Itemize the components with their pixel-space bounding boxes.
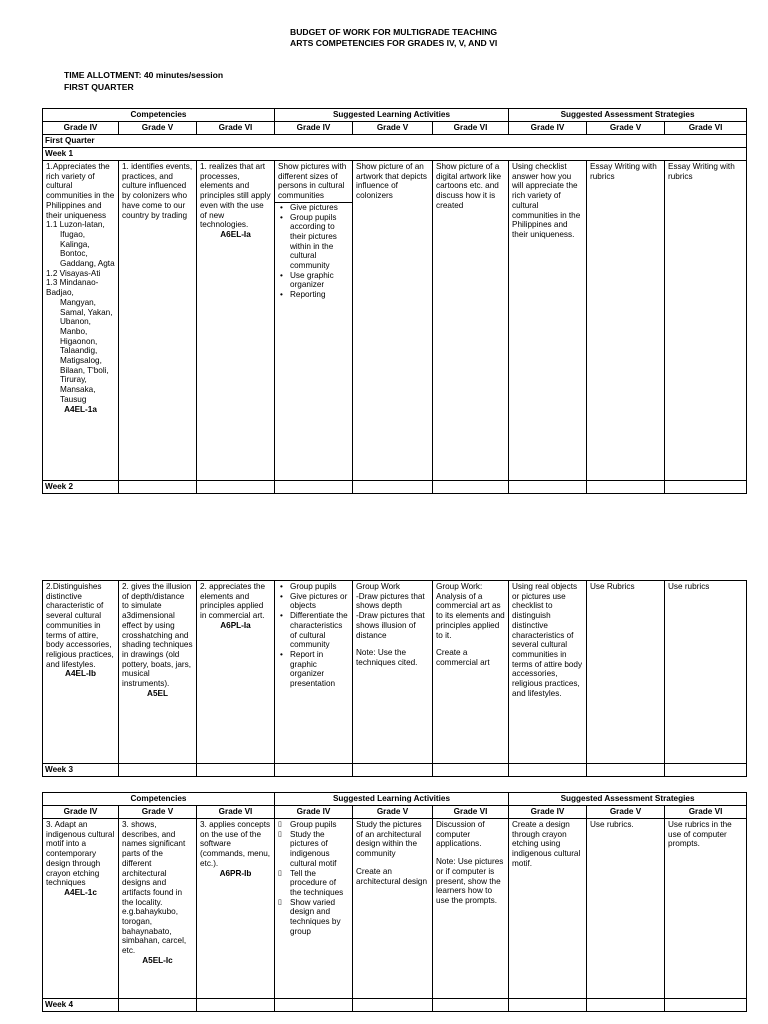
- grade-header: Grade IV: [275, 806, 353, 819]
- header-competencies: Competencies: [43, 793, 275, 806]
- week2-assessment-g4: Using real objects or pictures use checklist to distinguish distinctive characteristics of several cultural communities in terms of attire body accessories, religious practices, and lifestyles.: [509, 581, 587, 764]
- competency-code: A6PL-Ia: [220, 620, 251, 630]
- week1-competency-g5: 1. identifies events, practices, and culture influenced by colonizers who have come to our country by trading: [119, 161, 197, 481]
- competency-code: A5EL-Ic: [142, 955, 173, 965]
- competency-code: A6EL-Ia: [220, 229, 251, 239]
- competency-code: A4EL-1a: [64, 404, 97, 414]
- grade-header: Grade IV: [43, 806, 119, 819]
- week3-activity-g5: Study the pictures of an architectural design within the community Create an architectural design: [353, 819, 433, 999]
- week2-activity-g5: Group Work -Draw pictures that shows depth -Draw pictures that shows illusion of distance Note: Use the techniques cited.: [353, 581, 433, 764]
- week3-competency-g4: 3. Adapt an indigenous cultural motif into a contemporary design through crayon etching techniques A4EL-1c: [43, 819, 119, 999]
- grade-header: Grade VI: [197, 122, 275, 135]
- grade-header: Grade V: [587, 806, 665, 819]
- list-item: • Give pictures: [278, 203, 349, 213]
- grade-header: Grade V: [587, 122, 665, 135]
- week2-competency-g4: 2.Distinguishes distinctive characteristic of several cultural communities in terms of attire, body accessories, religious practices, and lifestyles. A4EL-Ib: [43, 581, 119, 764]
- week2-assessment-g5: Use Rubrics: [587, 581, 665, 764]
- week2-activity-g6: Group Work: Analysis of a commercial art as to its elements and principles applied to it. Create a commercial art: [433, 581, 509, 764]
- budget-table-week3: [42, 792, 747, 1012]
- competency-code: A5EL: [147, 688, 168, 698]
- grade-header: Grade VI: [433, 122, 509, 135]
- list-item: • Group pupils according to their pictures within in the cultural community: [278, 213, 349, 271]
- header-assessment: Suggested Assessment Strategies: [509, 793, 747, 806]
- grade-header: Grade VI: [665, 122, 747, 135]
- grade-header: Grade IV: [509, 806, 587, 819]
- week1-assessment-g6: Essay Writing with rubrics: [665, 161, 747, 481]
- week2-assessment-g6: Use rubrics: [665, 581, 747, 764]
- grade-header: Grade IV: [43, 122, 119, 135]
- list-item: • Report in graphic organizer presentation: [278, 650, 349, 689]
- grade-header: Grade V: [353, 122, 433, 135]
- week3-assessment-g4: Create a design through crayon etching using indigenous cultural motif.: [509, 819, 587, 999]
- week1-competency-g6: 1. realizes that art processes, elements and principles still apply even with the use of new technologies. A6EL-Ia: [197, 161, 275, 481]
- list-item: ▯ Show varied design and techniques by group: [278, 898, 349, 937]
- week2-competency-g6: 2. appreciates the elements and principles applied in commercial art. A6PL-Ia: [197, 581, 275, 764]
- week-2-label: Week 2: [43, 481, 119, 494]
- list-item: • Group pupils: [278, 582, 349, 592]
- week3-competency-g5: 3. shows, describes, and names significant parts of the different architectural designs and artifacts found in the locality. e.g.bahaykubo, torogan, bahaynabato, simbahan, carcel, etc. A5EL-Ic: [119, 819, 197, 999]
- week2-activity-g4: [275, 581, 353, 764]
- grade-header: Grade VI: [433, 806, 509, 819]
- week3-assessment-g5: Use rubrics.: [587, 819, 665, 999]
- header-activities: Suggested Learning Activities: [275, 793, 509, 806]
- header-competencies: Competencies: [43, 109, 275, 122]
- list-item: ▯ Group pupils: [278, 820, 349, 830]
- competency-code: A6PR-Ib: [219, 868, 252, 878]
- first-quarter-label: First Quarter: [43, 135, 747, 148]
- budget-table-week2: [42, 580, 747, 777]
- budget-table-week1: [42, 108, 747, 494]
- list-item: ▯ Study the pictures of indigenous cultural motif: [278, 830, 349, 869]
- week3-assessment-g6: Use rubrics in the use of computer prompts.: [665, 819, 747, 999]
- quarter-label: FIRST QUARTER: [64, 82, 134, 92]
- week3-competency-g6: 3. applies concepts on the use of the software (commands, menu, etc.). A6PR-Ib: [197, 819, 275, 999]
- week1-activity-g6: Show picture of a digital artwork like cartoons etc. and discuss how it is created: [433, 161, 509, 481]
- time-allotment: TIME ALLOTMENT: 40 minutes/session: [64, 70, 224, 80]
- week1-assessment-g5: Essay Writing with rubrics: [587, 161, 665, 481]
- header-assessment: Suggested Assessment Strategies: [509, 109, 747, 122]
- week3-activity-g6: Discussion of computer applications. Note: Use pictures or if computer is present, show the learners how to use the prompts.: [433, 819, 509, 999]
- list-item: • Give pictures or objects: [278, 592, 349, 611]
- list-item: • Use graphic organizer: [278, 271, 349, 290]
- week1-activity-g5: Show picture of an artwork that depicts influence of colonizers: [353, 161, 433, 481]
- week1-activity-g4: Show pictures with different sizes of persons in cultural communities • Give pictures • Group pupils according to their pictures within in the cultural community • Use graphic organizer • Reporting: [275, 161, 353, 481]
- grade-header: Grade V: [353, 806, 433, 819]
- title-line-1: BUDGET OF WORK FOR MULTIGRADE TEACHING: [290, 27, 498, 37]
- grade-header: Grade V: [119, 806, 197, 819]
- list-item: • Differentiate the characteristics of cultural community: [278, 611, 349, 650]
- week3-activity-g4: [275, 819, 353, 999]
- week1-assessment-g4: Using checklist answer how you will appreciate the rich variety of cultural communities in the Philippines and their uniqueness.: [509, 161, 587, 481]
- list-item: ▯ Tell the procedure of the techniques: [278, 869, 349, 898]
- competency-code: A4EL-Ib: [65, 669, 96, 679]
- grade-header: Grade IV: [509, 122, 587, 135]
- list-item: • Reporting: [278, 290, 349, 300]
- grade-header: Grade VI: [665, 806, 747, 819]
- week-1-label: Week 1: [43, 148, 747, 161]
- week2-competency-g5: 2. gives the illusion of depth/distance to simulate a3dimensional effect by using crosshatching and shading techniques in drawings (old pottery, boats, jars, musical instruments). A5EL: [119, 581, 197, 764]
- grade-header: Grade V: [119, 122, 197, 135]
- grade-header: Grade IV: [275, 122, 353, 135]
- header-activities: Suggested Learning Activities: [275, 109, 509, 122]
- week-4-label: Week 4: [43, 999, 119, 1012]
- competency-code: A4EL-1c: [64, 887, 97, 897]
- week-3-label: Week 3: [43, 764, 119, 777]
- week1-competency-g4: 1.Appreciates the rich variety of cultural communities in the Philippines and their uniqueness 1.1 Luzon-latan, Ifugao, Kalinga, Bontoc, Gaddang, Agta 1.2 Visayas-Ati 1.3 Mindanao-Badjao, Mangyan, Samal, Yakan, Ubanon, Manbo, Higaonon, Talaandig, Matigsalog, Bilaan, T'boli, Tiruray, Mansaka, Tausug A4EL-1a: [43, 161, 119, 481]
- grade-header: Grade VI: [197, 806, 275, 819]
- title-line-2: ARTS COMPETENCIES FOR GRADES IV, V, AND VI: [290, 38, 498, 48]
